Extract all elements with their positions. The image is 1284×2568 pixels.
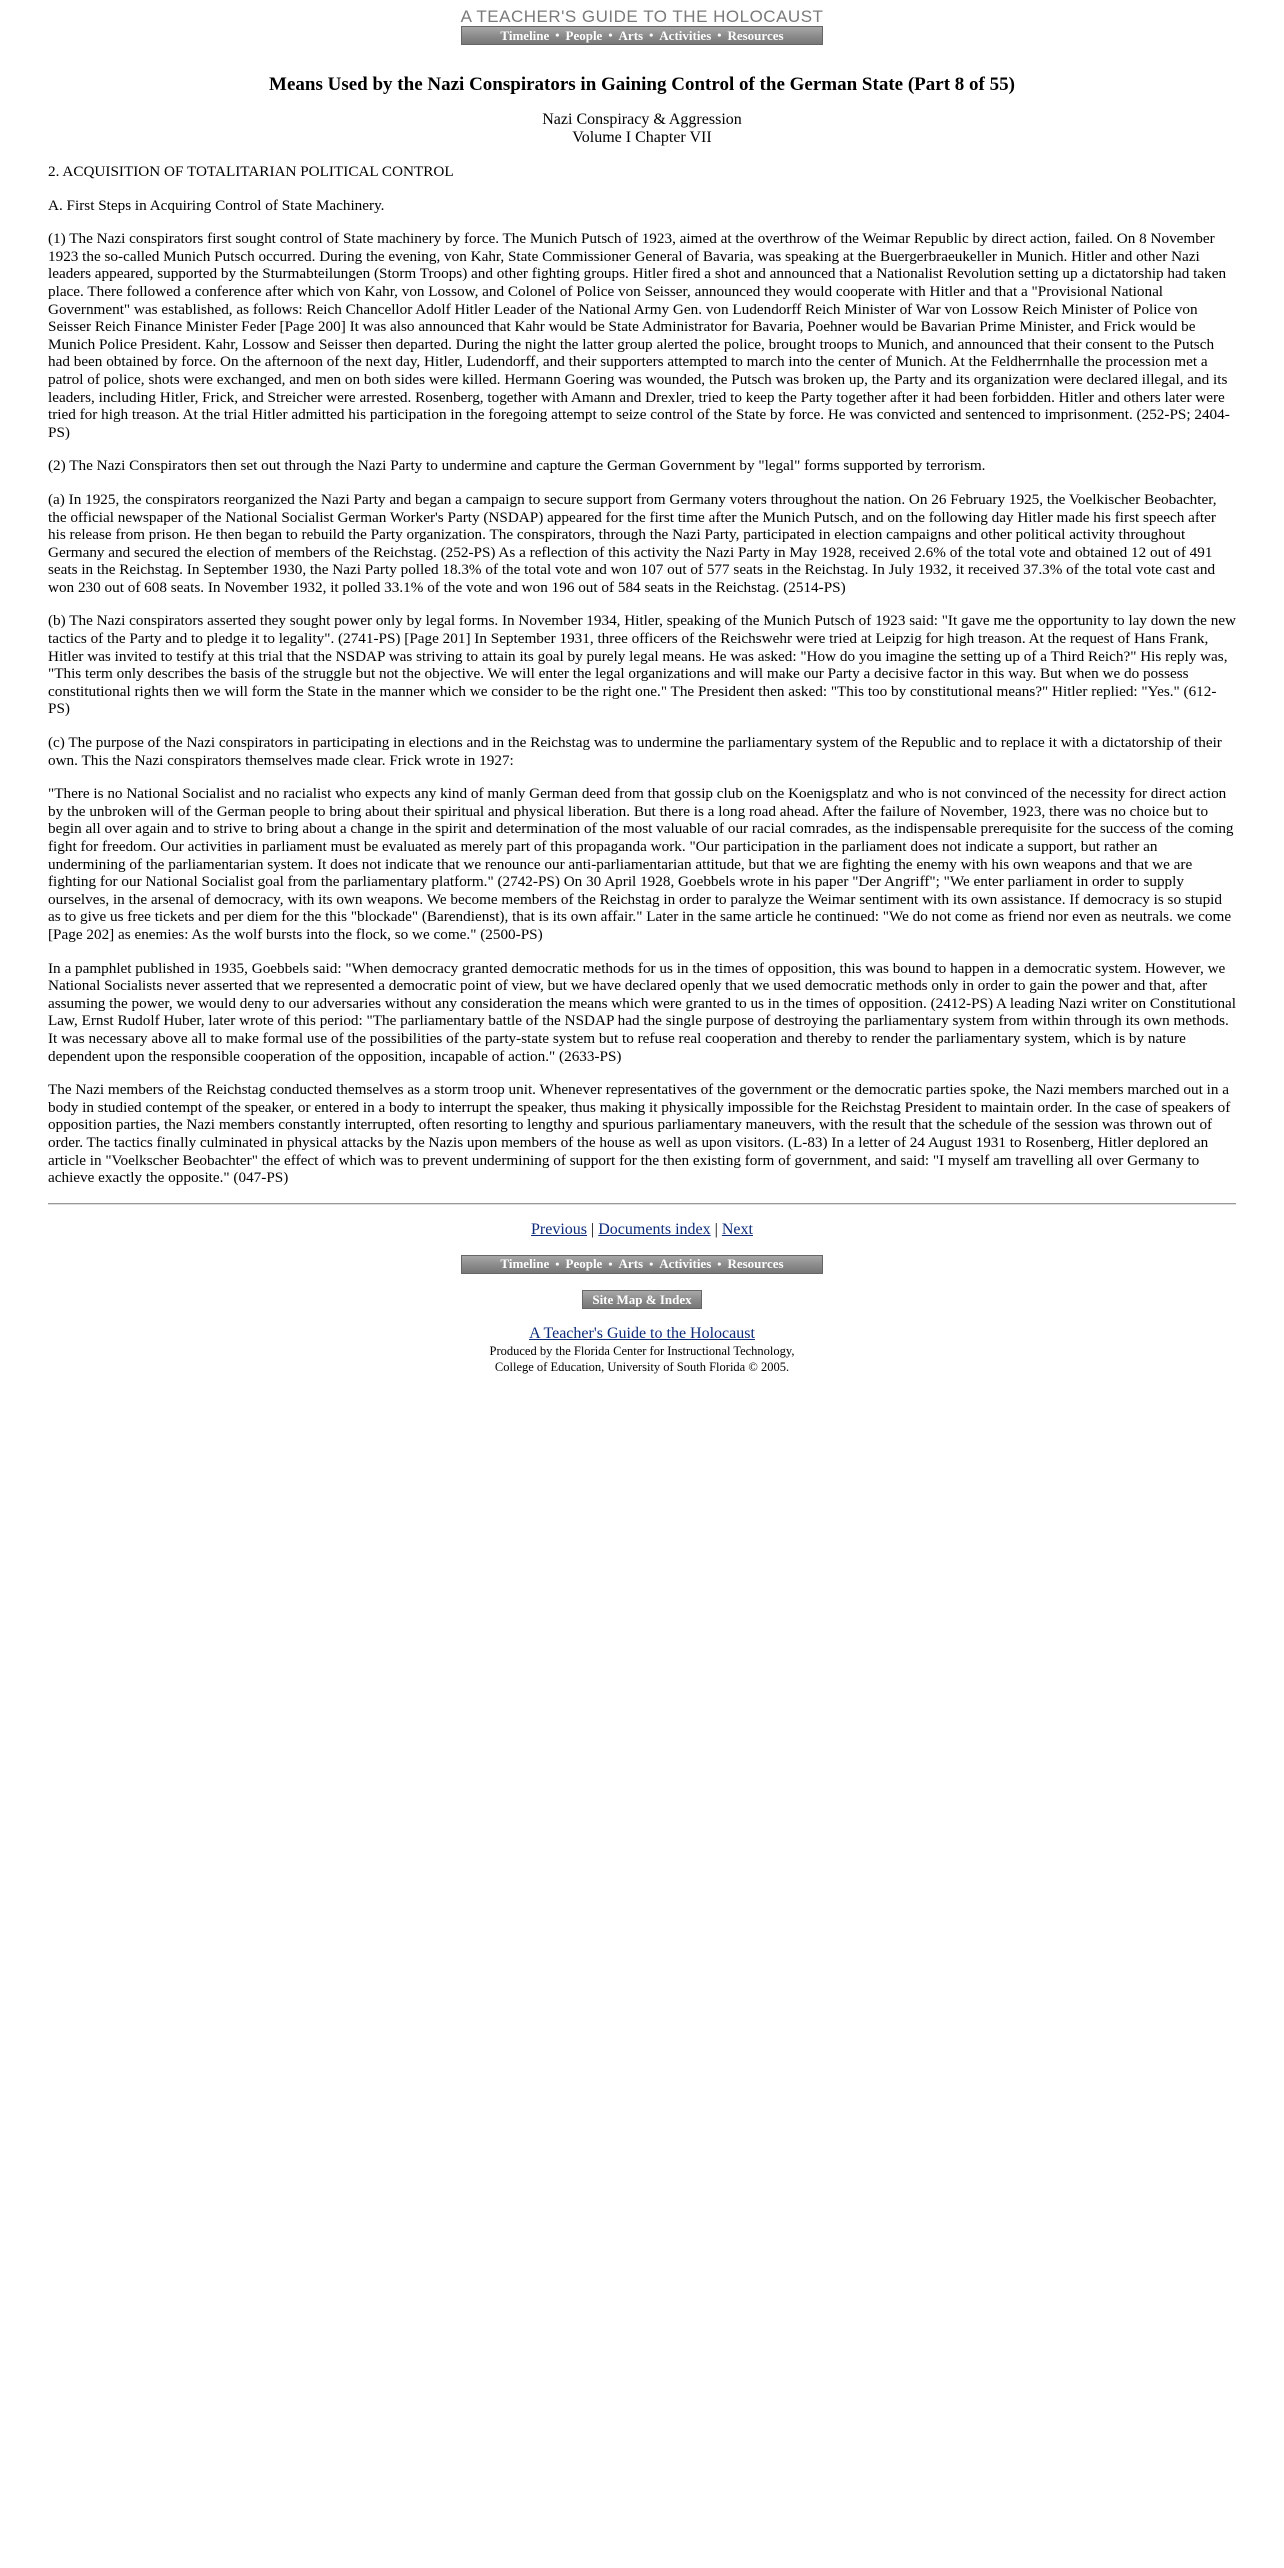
page-footer — [0, 1221, 1284, 1375]
top-navbar — [461, 26, 823, 45]
document-source — [0, 111, 1284, 147]
nav-separator-icon: • — [608, 28, 613, 42]
site-title-logo[interactable]: A TEACHER'S GUIDE TO THE HOLOCAUST — [460, 7, 824, 26]
quotation-paragraph: "There is no National Socialist and no racialist who expects any kind of manly German deed from that gossip club on the Koenigsplatz and who is not convinced of the necessity for direct action by the unbroken will of the German people to bring about their spiritual and physical liberation. But there is a long road ahead. After the failure of November, 1923, there was no choice but to begin all over again and to strive to bring about a change in the spirit and determination of the most valuable of our racial comrades, as the indispensable prerequisite for the success of the coming fight for freedom. Our activities in parliament must be evaluated as merely part of this propaganda work. "Our participation in the parliament does not indicate a support, but rather an undermining of the parliamentarian system. It does not indicate that we renounce our anti-parliamentarian attitude, but that we are fighting the enemy with his own weapons and that we are fighting for our National Socialist goal from the parliamentary platform." (2742-PS) On 30 April 1928, Goebbels wrote in his paper "Der Angriff"; "We enter parliament in order to supply ourselves, in the arsenal of democracy, with its own weapons. We become members of the Reichstag in order to paralyze the Weimar sentiment with its own assistance. If democracy is so stupid as to give us free tickets and per diem for the this "blockade" (Barendienst), that is its own affair." Later in the same article he continued: "We do not come as friend nor even as neutrals. we come [Page 202] as enemies: As the wolf bursts into the flock, so we come." (2500-PS) — [48, 785, 1234, 943]
paragraph: (a) In 1925, the conspirators reorganized the Nazi Party and began a campaign to secure support from Germany voters throughout the nation. On 26 February 1925, the Voelkischer Beobachter, the official newspaper of the National Socialist German Worker's Party (NSDAP) appeared for the first time after the Munich Putsch, and on the following day Hitler made his first speech after his release from prison. He then began to rebuild the Party organization. The conspirators, through the Nazi Party, participated in election campaigns and other political activity throughout Germany and secured the election of members of the Reichstag. (252-PS) As a reflection of this activity the Nazi Party in May 1928, received 2.6% of the total vote and obtained 12 out of 491 seats in the Reichstag. In September 1930, the Nazi Party polled 18.3% of the total vote and won 107 out of 577 seats in the Reichstag. In July 1932, it received 37.3% of the total vote cast and won 230 out of 608 seats. In November 1932, it polled 33.1% of the vote and won 196 out of 584 seats in the Reichstag. (2514-PS) — [48, 490, 1217, 596]
nav-separator-icon: • — [555, 28, 560, 42]
paragraph: (b) The Nazi conspirators asserted they sought power only by legal forms. In November 1934, Hitler, speaking of the Munich Putsch of 1923 said: "It gave me the opportunity to lay down the new tactics of the Party and to pledge it to legality". (2741-PS) [Page 201] In September 1931, three officers of the Reichswehr were tried at Leipzig for high treason. At the request of Hans Frank, Hitler was invited to testify at this trial that the NSDAP was striving to attain its goal by purely legal means. He was asked: "How do you imagine the setting up of a Third Reich?" His reply was, "This term only describes the basis of the struggle but not the objective. We will enter the legal organizations and will make our Party a decisive factor in this way. But when we do possess constitutional rights then we will form the State in the manner which we consider to be the right one." The President then asked: "This too by constitutional means?" Hitler replied: "Yes." (612-PS) — [48, 612, 1236, 718]
nav-resources[interactable]: Resources — [727, 27, 784, 43]
nav-separator-icon: • — [717, 1256, 722, 1271]
bottom-nav-wrap — [0, 1255, 1284, 1274]
credit-link-wrap — [0, 1325, 1284, 1343]
pager-separator: | — [591, 1220, 595, 1238]
paragraph: The Nazi members of the Reichstag conducted themselves as a storm troop unit. Whenever representatives of the government or the democratic parties spoke, the Nazi members marched out in a body in studied contempt of the speaker, or entered in a body to interrupt the speaker, thus making it physically impossible for the Reichstag President to maintain order. In the case of speakers of opposition parties, the Nazi members constantly interrupted, often resorting to lengthy and spurious parliamentary maneuvers, with the result that the schedule of the session was thrown out of order. The tactics finally culminated in physical attacks by the Nazis upon members of the house as well as upon visitors. (L-83) In a letter of 24 August 1931 to Rosenberg, Hitler deplored an article in "Voelkscher Beobachter" the effect of which was to prevent undermining of support for the then existing form of government, and said: "I myself am travelling all over Germany to achieve exactly the opposite." (047-PS) — [48, 1081, 1231, 1187]
credit-line: Produced by the Florida Center for Instructional Technology, — [489, 1343, 795, 1358]
nav-activities[interactable]: Activities — [659, 1256, 712, 1272]
nav-timeline[interactable]: Timeline — [500, 27, 550, 43]
pager-separator: | — [714, 1220, 718, 1238]
paragraph: In a pamphlet published in 1935, Goebbels said: "When democracy granted democratic methods for us in the times of opposition, this was bound to happen in a democratic system. However, we National Socialists never asserted that we represented a democratic point of view, but we have declared openly that we used democratic methods only in order to gain the power and that, after assuming the power, we would deny to our adversaries without any consideration the means which were granted to us in the times of opposition. (2412-PS) A leading Nazi writer on Constitutional Law, Ernst Rudolf Huber, later wrote of this period: "The parliamentary battle of the NSDAP had the single purpose of destroying the parliamentary system from within through its own methods. It was necessary above all to make formal use of the possibilities of the party-state system but to refuse real cooperation and thereby to render the parliamentary system, which is by nature dependent upon the responsible cooperation of the opposition, incapable of action." (2633-PS) — [48, 959, 1237, 1065]
sitemap-button[interactable]: Site Map & Index — [582, 1290, 702, 1309]
nav-arts[interactable]: Arts — [618, 27, 644, 43]
divider — [48, 1203, 1236, 1205]
nav-timeline[interactable]: Timeline — [500, 1256, 550, 1272]
nav-people[interactable]: People — [565, 1256, 603, 1272]
nav-separator-icon: • — [555, 1256, 560, 1271]
paragraph: (c) The purpose of the Nazi conspirators in participating in elections and in the Reichstag was to undermine the parliamentary system of the Republic and to replace it with a dictatorship of their own. This the Nazi conspirators themselves made clear. Frick wrote in 1927: — [48, 734, 1222, 769]
nav-resources[interactable]: Resources — [727, 1256, 784, 1272]
nav-separator-icon: • — [649, 1256, 654, 1271]
nav-separator-icon: • — [608, 1256, 613, 1271]
next-link[interactable]: Next — [721, 1220, 753, 1238]
document-body — [0, 163, 1284, 1187]
document-pager — [0, 1221, 1284, 1239]
previous-link[interactable]: Previous — [531, 1220, 588, 1238]
teachers-guide-link[interactable]: A Teacher's Guide to the Holocaust — [529, 1324, 755, 1342]
bottom-navbar — [461, 1255, 823, 1274]
documents-index-link[interactable]: Documents index — [598, 1220, 711, 1238]
page-title: Means Used by the Nazi Conspirators in Gaining Control of the German State (Part 8 of 55) — [269, 74, 1015, 95]
paragraph: (2) The Nazi Conspirators then set out through the Nazi Party to undermine and capture the German Government by "legal" forms supported by terrorism. — [48, 457, 986, 475]
credit-line: College of Education, University of South Florida © 2005. — [494, 1359, 790, 1374]
nav-activities[interactable]: Activities — [659, 27, 712, 43]
subsection-heading: A. First Steps in Acquiring Control of State Machinery. — [48, 196, 385, 214]
source-volume: Volume I Chapter VII — [572, 129, 712, 146]
credit-text — [0, 1343, 1284, 1375]
nav-arts[interactable]: Arts — [618, 1256, 644, 1272]
site-header — [0, 0, 1284, 45]
section-heading: 2. ACQUISITION OF TOTALITARIAN POLITICAL CONTROL — [48, 163, 454, 180]
paragraph: (1) The Nazi conspirators first sought control of State machinery by force. The Munich Putsch of 1923, aimed at the overthrow of the Weimar Republic by direct action, failed. On 8 November 1923 the so-called Munich Putsch occurred. During the evening, von Kahr, State Commissioner General of Bavaria, was speaking at the Buergerbraeukeller in Munich. Hitler and other Nazi leaders appeared, supported by the Sturmabteilungen (Storm Troops) and other fighting groups. Hitler fired a shot and announced that a Nationalist Revolution setting up a dictatorship had taken place. There followed a conference after which von Kahr, von Lossow, and Colonel of Police von Seisser, announced they would cooperate with Hitler and that a "Provisional National Government" was established, as follows: Reich Chancellor Adolf Hitler Leader of the National Army Gen. von Ludendorff Reich Minister of War von Lossow Reich Minister of Police von Seisser Reich Finance Minister Feder [Page 200] It was also announced that Kahr would be State Administrator for Bavaria, Poehner would be Bavarian Prime Minister, and Frick would be Munich Police President. Kahr, Lossow and Seisser then departed. During the night the latter group alerted the police, brought troops to Munich, and announced that their consent to the Putsch had been obtained by force. On the afternoon of the next day, Hitler, Ludendorff, and their supporters attempted to march into the center of Munich. At the Feldherrnhalle the procession met a patrol of police, shots were exchanged, and men on both sides were killed. Hermann Goering was wounded, the Putsch was broken up, the Party and its organization were declared illegal, and its leaders, including Hitler, Frick, and Streicher were arrested. Rosenberg, together with Amann and Drexler, tried to keep the Party together after it had been forbidden. Hitler and others later were tried for high treason. At the trial Hitler admitted his participation in the foregoing attempt to seize control of the State by force. He was convicted and sentenced to imprisonment. (252-PS; 2404-PS) — [48, 230, 1230, 441]
nav-separator-icon: • — [717, 28, 722, 42]
nav-separator-icon: • — [649, 28, 654, 42]
nav-people[interactable]: People — [565, 27, 603, 43]
source-series: Nazi Conspiracy & Aggression — [542, 111, 742, 128]
